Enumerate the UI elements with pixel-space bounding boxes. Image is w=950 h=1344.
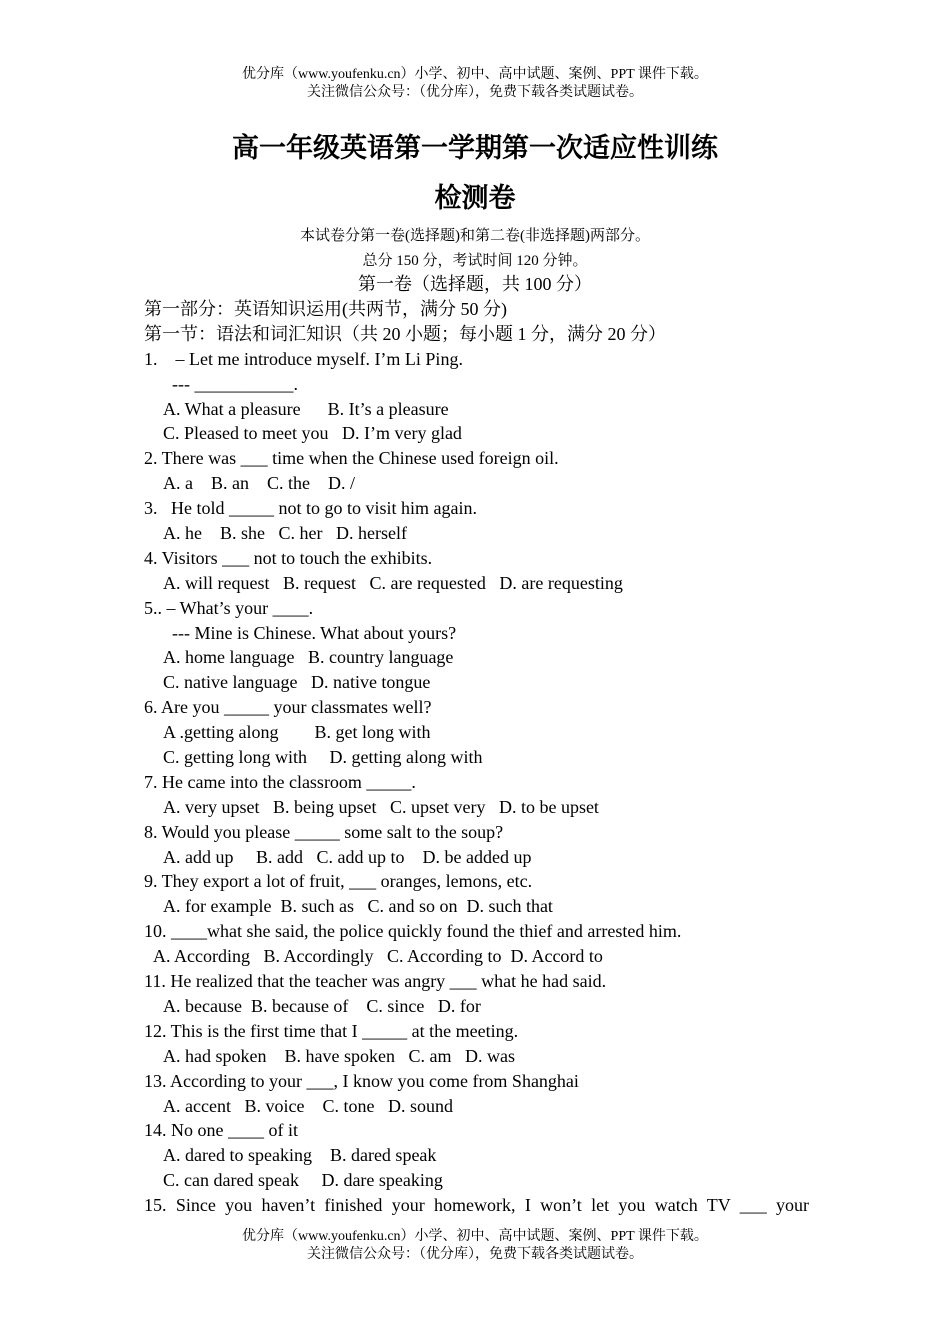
question-reply: --- Mine is Chinese. What about yours?: [172, 622, 457, 643]
question-stem: 14. No one ____ of it: [144, 1120, 298, 1141]
question-stem: 1. – Let me introduce myself. I’m Li Ping.: [144, 348, 463, 369]
question-stem: 10. ____what she said, the police quickly found the thief and arrested him.: [144, 921, 682, 942]
question-stem: 15. Since you haven’t finished your homework, I won’t let you watch TV ___ your: [144, 1195, 809, 1216]
question-options: A. will request B. request C. are requested D. are requesting: [163, 572, 623, 593]
section-part-heading: 第一部分：英语知识运用(共两节，满分 50 分): [144, 299, 507, 319]
question-options: A. accent B. voice C. tone D. sound: [163, 1095, 453, 1116]
question-options: C. can dared speak D. dare speaking: [163, 1170, 443, 1191]
question-options: A. for example B. such as C. and so on D. such that: [163, 896, 553, 917]
question-options: A. because B. because of C. since D. for: [163, 995, 481, 1016]
question-options: A. add up B. add C. add up to D. be added up: [163, 846, 532, 867]
question-options: A. dared to speaking B. dared speak: [163, 1145, 437, 1166]
question-options: A. What a pleasure B. It’s a pleasure: [163, 398, 449, 419]
question-list: [144, 297, 809, 1218]
question-options: A. he B. she C. her D. herself: [163, 523, 407, 544]
question-options: A. had spoken B. have spoken C. am D. was: [163, 1045, 515, 1066]
part-one-title: 第一卷（选择题，共 100 分）: [358, 274, 592, 294]
question-stem: 11. He realized that the teacher was angry ___ what he had said.: [144, 971, 607, 992]
question-stem: 5.. – What’s your ____.: [144, 597, 314, 618]
question-stem: 4. Visitors ___ not to touch the exhibits.: [144, 547, 433, 568]
page-footer: [0, 1228, 950, 1264]
footer-line-1: 优分库（www.youfenku.cn）小学、初中、高中试题、案例、PPT 课件下载。: [242, 1229, 708, 1244]
question-stem: 6. Are you _____ your classmates well?: [144, 697, 432, 718]
question-stem: 7. He came into the classroom _____.: [144, 771, 416, 792]
section-one-heading: 第一节：语法和词汇知识（共 20 小题；每小题 1 分，满分 20 分）: [144, 323, 666, 344]
question-options: A. According B. Accordingly C. According to D. Accord to: [153, 946, 603, 967]
question-options: C. Pleased to meet you D. I’m very glad: [163, 423, 462, 444]
question-options: A .getting along B. get long with: [163, 722, 431, 743]
header-line-1: 优分库（www.youfenku.cn）小学、初中、高中试题、案例、PPT 课件下载。: [242, 67, 708, 82]
question-stem: 3. He told _____ not to go to visit him again.: [144, 498, 477, 519]
intro-line-2: 总分 150 分，考试时间 120 分钟。: [362, 253, 588, 269]
question-reply: --- ___________.: [172, 373, 298, 394]
question-stem: 8. Would you please _____ some salt to the soup?: [144, 821, 504, 842]
question-stem: 9. They export a lot of fruit, ___ oranges, lemons, etc.: [144, 871, 533, 892]
question-options: A. home language B. country language: [163, 647, 454, 668]
document-subtitle: 检测卷: [434, 183, 516, 214]
exam-intro: [0, 224, 950, 274]
document-title: 高一年级英语第一学期第一次适应性训练: [232, 133, 718, 164]
question-options: A. a B. an C. the D. /: [163, 473, 355, 494]
footer-line-2: 关注微信公众号：（优分库），免费下载各类试题试卷。: [307, 1247, 643, 1262]
question-options: C. getting long with D. getting along with: [163, 747, 483, 768]
question-stem: 2. There was ___ time when the Chinese used foreign oil.: [144, 448, 559, 469]
question-options: C. native language D. native tongue: [163, 672, 431, 693]
question-options: A. very upset B. being upset C. upset very D. to be upset: [163, 796, 599, 817]
page-header: [0, 66, 950, 102]
question-stem: 13. According to your ___, I know you come from Shanghai: [144, 1070, 579, 1091]
header-line-2: 关注微信公众号：（优分库），免费下载各类试题试卷。: [307, 85, 643, 100]
question-stem: 12. This is the first time that I _____ at the meeting.: [144, 1020, 519, 1041]
intro-line-1: 本试卷分第一卷(选择题)和第二卷(非选择题)两部分。: [300, 228, 650, 244]
